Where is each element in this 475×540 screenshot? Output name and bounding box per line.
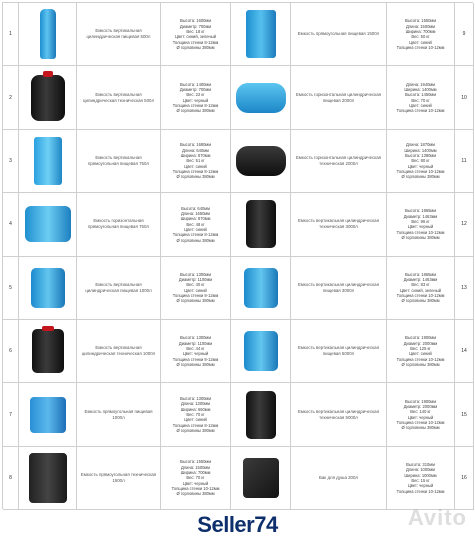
product-image xyxy=(19,320,77,382)
product-image xyxy=(231,257,291,319)
spec-line: Ширина: 870мм xyxy=(180,153,211,159)
spec-line: Ø горловины 380мм xyxy=(176,174,215,180)
row-number: 7 xyxy=(3,383,19,445)
seller74-logo: Seller74 xyxy=(197,512,278,537)
black-drum-tank-icon xyxy=(246,391,276,439)
spec-line: Высота: 640мм xyxy=(181,205,210,211)
row-number: 2 xyxy=(3,66,19,128)
spec-line: Высота: 1300мм xyxy=(179,271,212,277)
spec-line: Толщина стенки 8-12мм xyxy=(172,422,219,428)
spec-line: Толщина стенки 10-12мм xyxy=(396,229,445,235)
spec-line: Высота: 1450мм xyxy=(404,92,437,98)
blue-wide-tank-icon xyxy=(25,206,71,242)
blue-flat-tank-icon xyxy=(246,10,276,58)
spec-line: Цвет: синий xyxy=(409,102,432,108)
black-drum-tank-icon xyxy=(246,200,276,248)
black-square-tank-icon xyxy=(29,453,67,503)
avito-watermark: Avito xyxy=(407,505,467,530)
spec-line: Ø горловины 380мм xyxy=(176,427,215,433)
spec-line: Вес: 50 кг xyxy=(411,34,430,40)
blue-drum-tank-icon xyxy=(31,268,65,308)
spec-line: Ø горловины 380мм xyxy=(176,237,215,243)
spec-line: Высота: 1865мм xyxy=(404,271,437,277)
spec-line: Высота: 1400мм xyxy=(179,81,212,87)
spec-line: Длина: 1000мм xyxy=(406,467,435,473)
row-number: 12 xyxy=(455,193,474,255)
product-image xyxy=(231,130,291,192)
product-image xyxy=(231,66,291,128)
black-tray-tank-icon xyxy=(243,458,279,498)
product-image xyxy=(19,130,77,192)
row-number: 1 xyxy=(3,3,19,65)
spec-line: Высота: 1600мм xyxy=(179,18,212,24)
product-specs xyxy=(387,320,455,382)
spec-line: Длина: 1650мм xyxy=(181,211,210,217)
blue-block-tank-icon xyxy=(34,137,62,185)
product-name: Емкость вертикальная цилиндрическая пищевая 3000л xyxy=(291,257,387,319)
product-specs xyxy=(387,383,455,445)
spec-line: Высота: 1900мм xyxy=(404,335,437,341)
row-number: 3 xyxy=(3,130,19,192)
spec-line: Вес: 15 кг xyxy=(411,477,430,483)
row-number: 9 xyxy=(455,3,474,65)
spec-line: Высота: 1300мм xyxy=(179,395,212,401)
product-image xyxy=(231,447,291,509)
spec-line: Цвет: черный xyxy=(407,224,434,230)
table-row xyxy=(3,66,474,129)
product-image xyxy=(19,447,77,509)
spec-line: Длина: 1300мм xyxy=(181,401,210,407)
spec-line: Ширина: 700мм xyxy=(405,28,436,34)
product-specs xyxy=(387,193,455,255)
spec-line: Цвет: синий xyxy=(184,163,207,169)
spec-line: Вес: 83 кг xyxy=(411,282,430,288)
blue-drum-tank-icon xyxy=(244,331,278,371)
price-table xyxy=(2,2,473,509)
table-row xyxy=(3,3,474,66)
product-specs xyxy=(387,130,455,192)
spec-line: Толщина стенки 8-12мм xyxy=(172,356,219,362)
table-row xyxy=(3,320,474,383)
product-specs xyxy=(387,3,455,65)
spec-line: Цвет: черный xyxy=(182,480,209,486)
spec-line: Высота: 1865мм xyxy=(404,208,437,214)
spec-line: Цвет: синий, зеленый xyxy=(399,287,442,293)
product-name: Емкость прямоугольная пищевая 1500л xyxy=(291,3,387,65)
product-specs xyxy=(161,320,231,382)
product-name: Емкость вертикальная цилиндрическая пищевая 500л xyxy=(77,3,161,65)
row-number: 11 xyxy=(455,130,474,192)
product-name: Емкость вертикальная цилиндрическая техническая 1000л xyxy=(77,320,161,382)
row-number: 13 xyxy=(455,257,474,319)
spec-line: Ø горловины 380мм xyxy=(176,491,215,497)
spec-line: Толщина стенки 8-12мм xyxy=(172,39,219,45)
spec-line: Диаметр: 700мм xyxy=(179,23,212,29)
product-image xyxy=(231,320,291,382)
product-specs xyxy=(161,130,231,192)
spec-line: Высота: 1550мм xyxy=(179,459,212,465)
product-specs xyxy=(387,447,455,509)
product-image xyxy=(231,383,291,445)
spec-line: Ширина: 1000мм xyxy=(404,472,437,478)
product-image xyxy=(19,66,77,128)
spec-line: Ø горловины 380мм xyxy=(176,44,215,50)
spec-line: Длина: 1500мм xyxy=(181,464,210,470)
spec-line: Ширина: 1400мм xyxy=(404,147,437,153)
product-name: Емкость прямоугольная техническая 1500л xyxy=(77,447,161,509)
spec-line: Диаметр: 1463мм xyxy=(403,213,438,219)
spec-line: Цвет: синий xyxy=(184,227,207,233)
row-number: 8 xyxy=(3,447,19,509)
product-name: Емкость горизонтальная прямоугольная пищевая 750л xyxy=(77,193,161,255)
spec-line: Вес: 70 кг xyxy=(186,411,205,417)
spec-line: Вес: 70 кг xyxy=(186,475,205,481)
spec-line: Длина: 640мм xyxy=(182,147,209,153)
spec-line: Диаметр: 2000мм xyxy=(403,340,438,346)
product-name: Емкость вертикальная прямоугольная пищевая 750л xyxy=(77,130,161,192)
spec-line: Цвет: синий xyxy=(409,39,432,45)
product-name: Емкость горизонтальная цилиндрическая техническая 2000л xyxy=(291,130,387,192)
spec-line: Вес: 44 кг xyxy=(186,345,205,351)
product-name: Емкость горизонтальная цилиндрическая пищевая 2000л xyxy=(291,66,387,128)
spec-line: Цвет: синий, зеленый xyxy=(174,34,217,40)
spec-line: Ø горловины 380мм xyxy=(176,361,215,367)
spec-line: Высота: 310мм xyxy=(406,462,435,468)
spec-line: Толщина стенки 8-12мм xyxy=(172,168,219,174)
spec-line: Толщина стенки 10-12мм xyxy=(396,419,445,425)
spec-line: Длина: 1870мм xyxy=(406,142,435,148)
product-image xyxy=(231,193,291,255)
spec-line: Диаметр: 1100мм xyxy=(178,340,213,346)
product-specs xyxy=(161,193,231,255)
table-row xyxy=(3,447,474,510)
spec-line: Длина: 1500мм xyxy=(406,23,435,29)
spec-line: Толщина стенки 10-12мм xyxy=(396,356,445,362)
spec-line: Высота: 1900мм xyxy=(404,398,437,404)
row-number: 16 xyxy=(455,447,474,509)
spec-line: Толщина стенки 10-12мм xyxy=(396,108,445,114)
spec-line: Ширина: 1400мм xyxy=(404,86,437,92)
product-image xyxy=(19,383,77,445)
spec-line: Толщина стенки 10-12мм xyxy=(396,488,445,494)
product-specs xyxy=(387,66,455,128)
table-row xyxy=(3,193,474,256)
spec-line: Длина: 1940мм xyxy=(406,81,435,87)
spec-line: Диаметр: 2000мм xyxy=(403,403,438,409)
row-number: 4 xyxy=(3,193,19,255)
spec-line: Вес: 22 кг xyxy=(186,92,205,98)
product-name: Емкость вертикальная цилиндрическая техническая 5000л xyxy=(291,383,387,445)
spec-line: Высота: 1550мм xyxy=(404,18,437,24)
blue-square-tank-icon xyxy=(30,397,66,433)
spec-line: Ø горловины 380мм xyxy=(401,361,440,367)
spec-line: Цвет: черный xyxy=(407,414,434,420)
table-row xyxy=(3,383,474,446)
spec-line: Ширина: 660мм xyxy=(180,406,211,412)
product-name: Емкость вертикальная цилиндрическая пищевая 1000л xyxy=(77,257,161,319)
spec-line: Вес: 40 кг xyxy=(186,282,205,288)
spec-line: Вес: 140 кг xyxy=(410,409,431,415)
spec-line: Вес: 80 кг xyxy=(411,158,430,164)
spec-line: Толщина стенки 10-12мм xyxy=(396,44,445,50)
spec-line: Диаметр: 1463мм xyxy=(403,277,438,283)
product-name: Емкость вертикальная цилиндрическая техническая 500л xyxy=(77,66,161,128)
spec-line: Ø горловины 380мм xyxy=(401,174,440,180)
row-number: 10 xyxy=(455,66,474,128)
spec-line: Вес: 51 кг xyxy=(186,158,205,164)
spec-line: Толщина стенки 8-12мм xyxy=(172,293,219,299)
black-round-tank-icon xyxy=(31,75,65,121)
spec-line: Высота: 1300мм xyxy=(179,335,212,341)
product-specs xyxy=(161,3,231,65)
spec-line: Цвет: черный xyxy=(407,483,434,489)
product-specs xyxy=(161,66,231,128)
product-specs xyxy=(161,447,231,509)
product-image xyxy=(231,3,291,65)
row-number: 15 xyxy=(455,383,474,445)
black-drum-red-lid-icon xyxy=(32,329,64,373)
spec-line: Вес: 48 кг xyxy=(186,221,205,227)
blue-horizontal-tank-icon xyxy=(236,83,286,113)
spec-line: Цвет: синий xyxy=(184,417,207,423)
spec-line: Вес: 96 кг xyxy=(411,219,430,225)
spec-line: Вес: 125 кг xyxy=(410,345,431,351)
black-horizontal-tank-icon xyxy=(236,146,286,176)
product-name: Емкость вертикальная цилиндрическая техническая 3000л xyxy=(291,193,387,255)
table-row xyxy=(3,130,474,193)
spec-line: Цвет: черный xyxy=(182,97,209,103)
product-specs xyxy=(161,383,231,445)
spec-line: Ширина: 870мм xyxy=(180,216,211,222)
product-image xyxy=(19,193,77,255)
product-image xyxy=(19,257,77,319)
spec-line: Ø горловины 380мм xyxy=(401,425,440,431)
spec-line: Толщина стенки 8-12мм xyxy=(172,102,219,108)
spec-line: Цвет: синий xyxy=(409,351,432,357)
blue-drum-tank-icon xyxy=(244,268,278,308)
product-specs xyxy=(161,257,231,319)
spec-line: Толщина стенки 10-12мм xyxy=(171,485,220,491)
spec-line: Ø горловины 380мм xyxy=(176,298,215,304)
spec-line: Вес: 70 кг xyxy=(411,97,430,103)
product-image xyxy=(19,3,77,65)
row-number: 6 xyxy=(3,320,19,382)
spec-line: Цвет: синий xyxy=(184,287,207,293)
table-row xyxy=(3,257,474,320)
row-number: 5 xyxy=(3,257,19,319)
spec-line: Ø горловины 380мм xyxy=(401,235,440,240)
product-name: Бак для душа 200л xyxy=(291,447,387,509)
blue-tall-tank-icon xyxy=(40,9,56,59)
row-number: 14 xyxy=(455,320,474,382)
spec-line: Диаметр: 1100мм xyxy=(178,277,213,283)
product-name: Емкость прямоугольная пищевая 1000л xyxy=(77,383,161,445)
spec-line: Вес: 18 кг xyxy=(186,28,205,34)
spec-line: Ø горловины 380мм xyxy=(401,298,440,304)
product-name: Емкость вертикальная цилиндрическая пищевая 5000л xyxy=(291,320,387,382)
spec-line: Цвет: черный xyxy=(182,351,209,357)
spec-line: Толщина стенки 10-12мм xyxy=(396,168,445,174)
spec-line: Диаметр: 700мм xyxy=(179,86,212,92)
spec-line: Толщина стенки 8-12мм xyxy=(172,232,219,238)
spec-line: Высота: 1390мм xyxy=(404,153,437,159)
spec-line: Толщина стенки 10-12мм xyxy=(396,293,445,299)
spec-line: Ширина: 700мм xyxy=(180,470,211,476)
spec-line: Ø горловины 380мм xyxy=(176,108,215,114)
spec-line: Высота: 1680мм xyxy=(179,142,212,148)
product-specs xyxy=(387,257,455,319)
spec-line: Цвет: черный xyxy=(407,163,434,169)
